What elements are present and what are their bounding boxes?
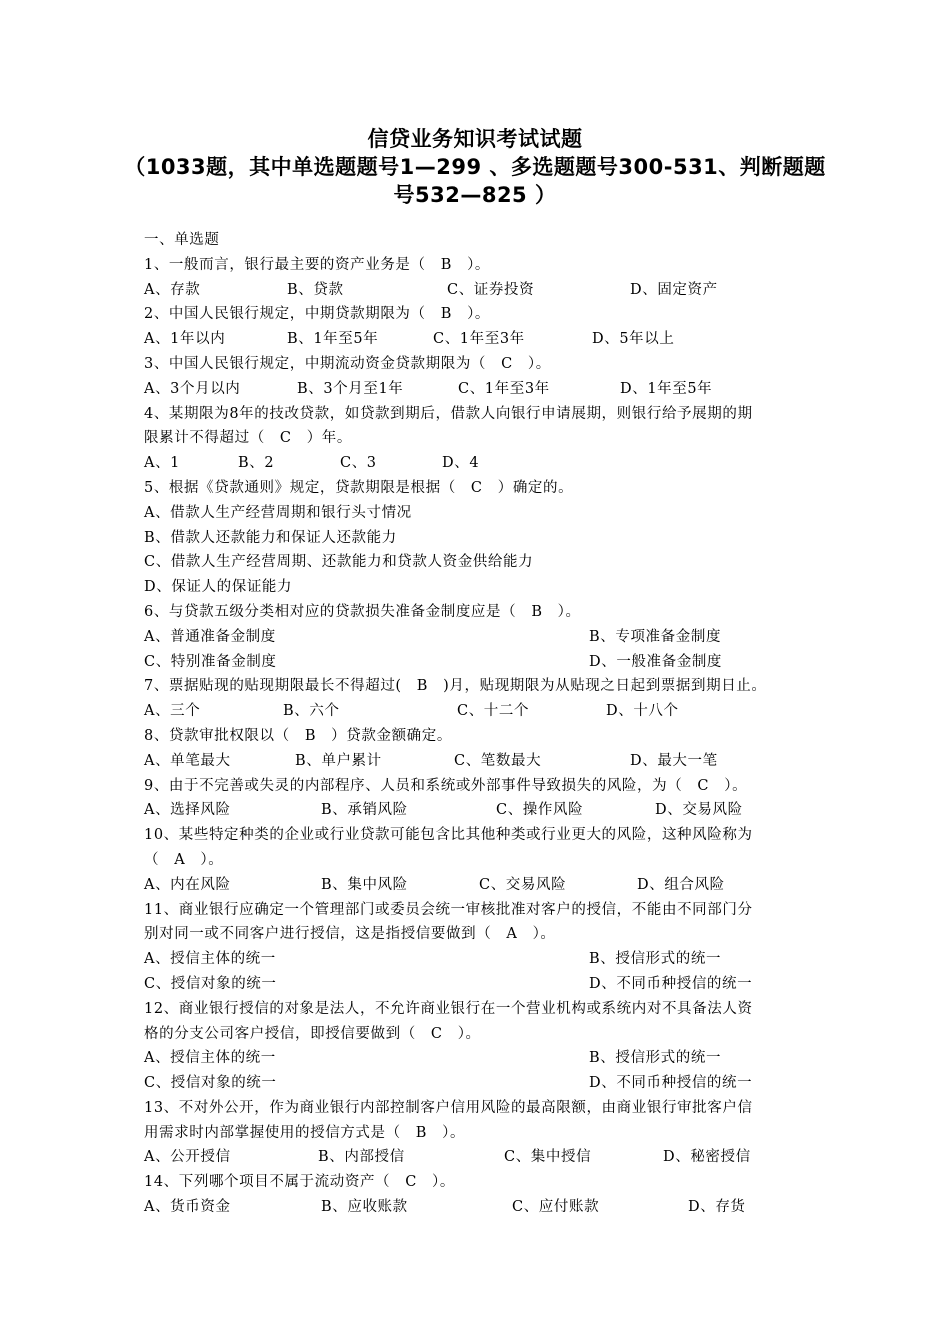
- answer-option: D、秘密授信: [663, 1149, 751, 1166]
- option-row: [144, 327, 824, 352]
- answer-option: B、集中风险: [321, 876, 408, 893]
- question-stem: 3、中国人民银行规定，中期流动资金贷款期限为（ C ）。: [144, 355, 551, 372]
- question-stem: 14、下列哪个项目不属于流动资产（ C ）。: [144, 1174, 455, 1191]
- question-stem: 1、一般而言，银行最主要的资产业务是（ B ）。: [144, 256, 491, 273]
- answer-option: C、3: [340, 455, 377, 472]
- question-stem: 6、与贷款五级分类相对应的贷款损失准备金制度应是（ B ）。: [144, 603, 581, 620]
- option-row: [144, 1145, 824, 1170]
- answer-option: C、十二个: [457, 703, 530, 720]
- answer-option: B、2: [238, 455, 275, 472]
- answer-option: A、3个月以内: [144, 380, 241, 397]
- answer-option: C、授信对象的统一: [144, 975, 277, 992]
- answer-option: D、不同币种授信的统一: [589, 1075, 753, 1092]
- section-header: 一、单选题: [144, 232, 220, 248]
- answer-option: A、选择风险: [144, 802, 231, 819]
- question-stem: 8、贷款审批权限以（ B ）贷款金额确定。: [144, 727, 452, 744]
- answer-option: D、组合风险: [637, 876, 725, 893]
- answer-option: A、公开授信: [144, 1149, 231, 1166]
- option-row: [144, 451, 824, 476]
- answer-option: B、授信形式的统一: [589, 1050, 722, 1067]
- option-row: [144, 699, 824, 724]
- option-row: [144, 575, 824, 600]
- answer-option: A、授信主体的统一: [144, 951, 276, 968]
- answer-option: D、存货: [688, 1199, 746, 1216]
- option-row: [144, 1046, 824, 1071]
- answer-option: B、授信形式的统一: [589, 951, 722, 968]
- answer-option: D、交易风险: [655, 802, 743, 819]
- option-row: [144, 650, 824, 675]
- answer-option: C、集中授信: [504, 1149, 592, 1166]
- question-stem: 7、票据贴现的贴现期限最长不得超过( B )月，贴现期限为从贴现之日起到票据到期日止。: [144, 678, 767, 695]
- question-stem: 10、某些特定种类的企业或行业贷款可能包含比其他种类或行业更大的风险，这种风险称为: [144, 827, 753, 844]
- answer-option: B、3个月至1年: [297, 380, 404, 397]
- option-row: [144, 278, 824, 303]
- question-stem: 别对同一或不同客户进行授信，这是指授信要做到（ A ）。: [144, 926, 556, 943]
- answer-option: A、单笔最大: [144, 752, 231, 769]
- option-row: [144, 873, 824, 898]
- answer-option: A、三个: [144, 703, 201, 720]
- answer-option: D、保证人的保证能力: [144, 579, 293, 596]
- answer-option: D、固定资产: [630, 281, 718, 298]
- answer-option: C、交易风险: [479, 876, 567, 893]
- answer-option: C、授信对象的统一: [144, 1075, 277, 1092]
- option-row: [144, 972, 824, 997]
- option-row: [144, 798, 824, 823]
- answer-option: D、不同币种授信的统一: [589, 975, 753, 992]
- document-title: 信贷业务知识考试试题: [367, 127, 583, 151]
- answer-option: C、笔数最大: [454, 752, 542, 769]
- option-row: [144, 1195, 824, 1220]
- answer-option: C、借款人生产经营周期、还款能力和贷款人资金供给能力: [144, 554, 534, 571]
- option-row: [144, 501, 824, 526]
- question-stem: 13、不对外公开，作为商业银行内部控制客户信用风险的最高限额，由商业银行审批客户信: [144, 1099, 753, 1116]
- question-stem: 5、根据《贷款通则》规定，贷款期限是根据（ C ）确定的。: [144, 479, 574, 496]
- answer-option: D、4: [442, 455, 480, 472]
- answer-option: B、应收账款: [321, 1199, 408, 1216]
- option-row: [144, 377, 824, 402]
- answer-option: A、内在风险: [144, 876, 231, 893]
- answer-option: B、贷款: [287, 281, 344, 298]
- document-subtitle-line1: （1033题，其中单选题题号1—299 、多选题题号300-531、判断题题: [124, 155, 826, 179]
- answer-option: B、1年至5年: [287, 331, 379, 348]
- question-stem: 用需求时内部掌握使用的授信方式是（ B ）。: [144, 1124, 466, 1141]
- question-stem: 限累计不得超过（ C ）年。: [144, 430, 352, 447]
- answer-option: A、存款: [144, 281, 201, 298]
- option-row: [144, 749, 824, 774]
- question-list: [144, 228, 824, 1220]
- answer-option: C、特别准备金制度: [144, 653, 277, 670]
- document-subtitle-line2: 号532—825 ）: [393, 183, 557, 207]
- answer-option: B、承销风险: [321, 802, 408, 819]
- question-stem: 12、商业银行授信的对象是法人，不允许商业银行在一个营业机构或系统内对不具备法人资: [144, 1000, 753, 1017]
- answer-option: A、1: [144, 455, 180, 472]
- question-stem: 2、中国人民银行规定，中期贷款期限为（ B ）。: [144, 306, 491, 323]
- question-stem: 9、由于不完善或失灵的内部程序、人员和系统或外部事件导致损失的风险，为（ C ）。: [144, 777, 748, 794]
- answer-option: C、应付账款: [512, 1199, 600, 1216]
- answer-option: B、专项准备金制度: [589, 628, 722, 645]
- answer-option: A、授信主体的统一: [144, 1050, 276, 1067]
- answer-option: B、六个: [283, 703, 340, 720]
- option-row: [144, 947, 824, 972]
- answer-option: D、一般准备金制度: [589, 653, 723, 670]
- answer-option: D、最大一笔: [630, 752, 718, 769]
- answer-option: C、操作风险: [496, 802, 584, 819]
- answer-option: A、1年以内: [144, 331, 226, 348]
- answer-option: C、1年至3年: [458, 380, 550, 397]
- answer-option: A、货币资金: [144, 1199, 231, 1216]
- option-row: [144, 625, 824, 650]
- answer-option: A、借款人生产经营周期和银行头寸情况: [144, 504, 412, 521]
- question-stem: 4、某期限为8年的技改贷款，如贷款到期后，借款人向银行申请展期，则银行给予展期的期: [144, 405, 753, 422]
- question-stem: （ A ）。: [144, 851, 224, 868]
- answer-option: C、证券投资: [447, 281, 535, 298]
- option-row: [144, 1071, 824, 1096]
- answer-option: B、借款人还款能力和保证人还款能力: [144, 529, 397, 546]
- question-stem: 格的分支公司客户授信，即授信要做到（ C ）。: [144, 1025, 481, 1042]
- option-row: [144, 526, 824, 551]
- answer-option: A、普通准备金制度: [144, 628, 276, 645]
- answer-option: D、十八个: [606, 703, 679, 720]
- answer-option: B、单户累计: [295, 752, 382, 769]
- option-row: [144, 550, 824, 575]
- answer-option: C、1年至3年: [433, 331, 525, 348]
- question-stem: 11、商业银行应确定一个管理部门或委员会统一审核批准对客户的授信，不能由不同部门分: [144, 901, 753, 918]
- answer-option: D、1年至5年: [620, 380, 713, 397]
- answer-option: B、内部授信: [318, 1149, 405, 1166]
- answer-option: D、5年以上: [592, 331, 675, 348]
